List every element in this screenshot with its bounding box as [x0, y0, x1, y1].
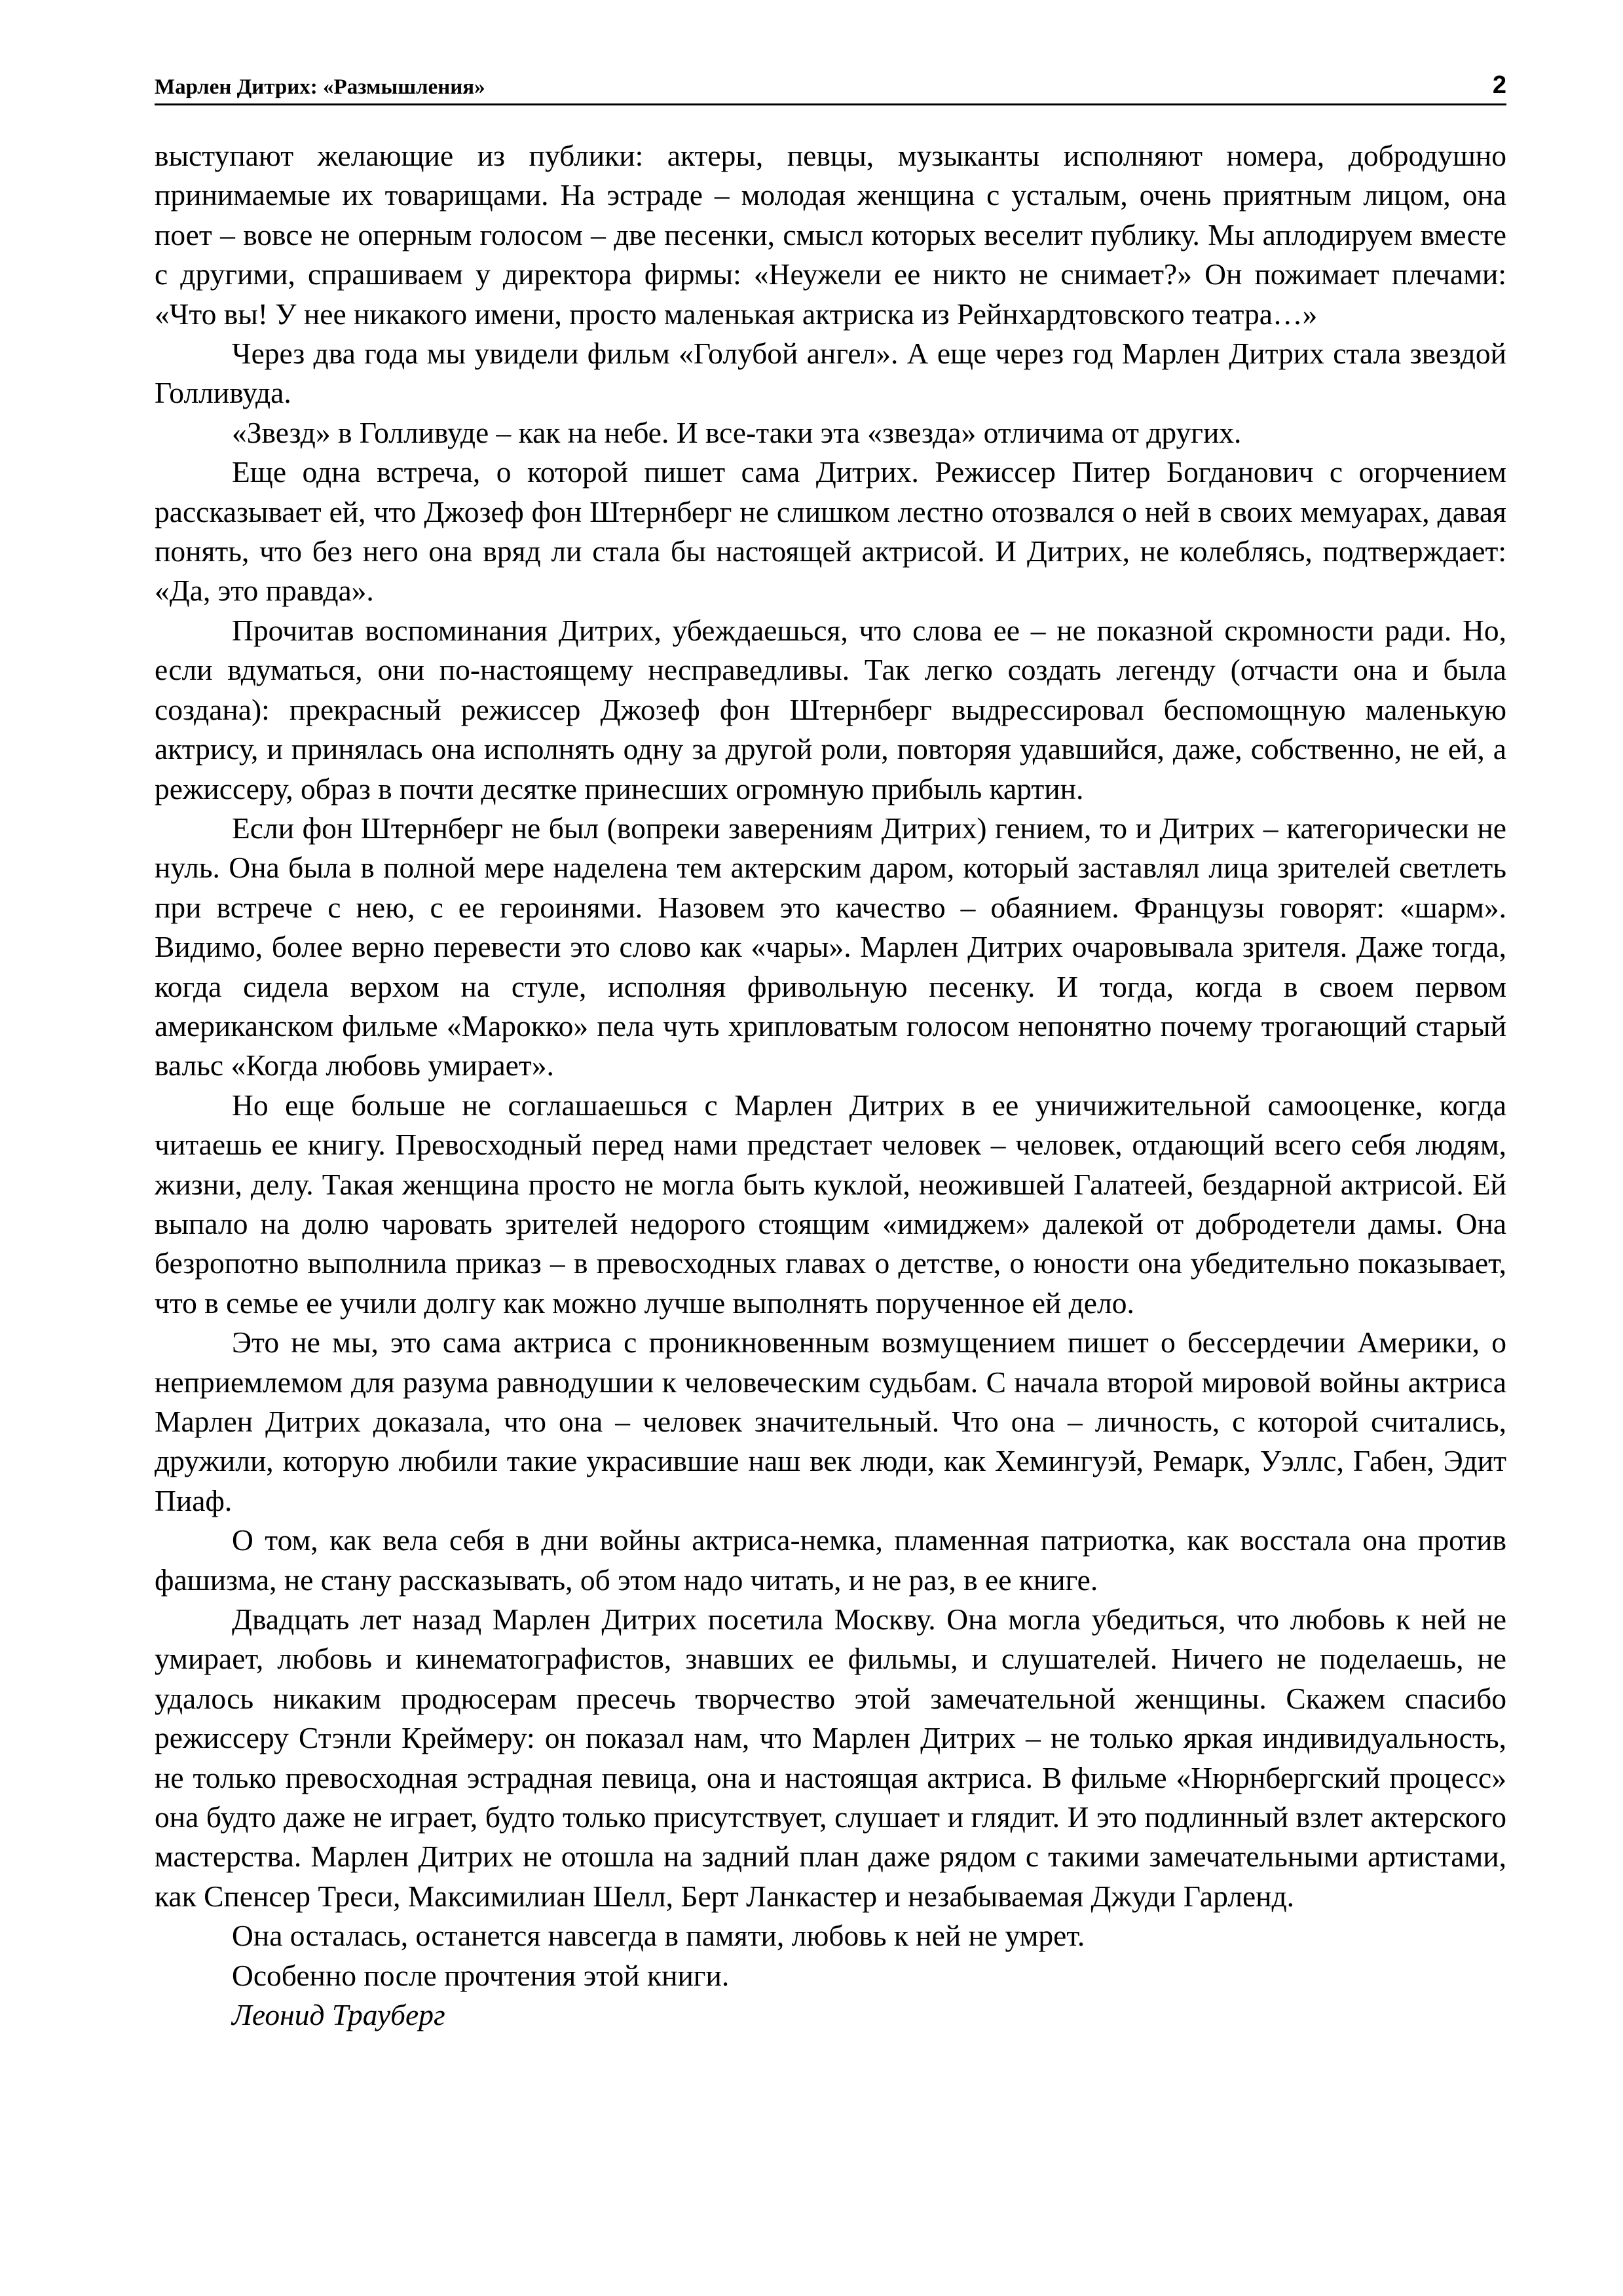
paragraph-continuation: выступают желающие из публики: актеры, певцы, музыканты исполняют номера, добродушно принимаемые их товарищами. На эстраде – молодая женщина с усталым, очень приятным лицом, она поет – вовсе не оперным голосом – две песенки, смысл которых веселит публику. Мы аплодируем вместе с другими, спрашиваем у директора фирмы: «Неужели ее никто не снимает?» Он пожимает плечами: «Что вы! У нее никакого имени, просто маленькая актриска из Рейнхардтовского театра…»	[155, 139, 1506, 331]
paragraph: Если фон Штернберг не был (вопреки заверениям Дитрих) гением, то и Дитрих – категорически не нуль. Она была в полной мере наделена тем актерским даром, который заставлял лица зрителей светлеть при встрече с нею, с ее героинями. Назовем это качество – обаянием. Французы говорят: «шарм». Видимо, более верно перевести это слово как «чары». Марлен Дитрих очаровывала зрителя. Даже тогда, когда сидела верхом на стуле, исполняя фривольную песенку. И тогда, когда в своем первом американском фильме «Марокко» пела чуть хрипловатым голосом непонятно почему трогающий старый вальс «Когда любовь умирает».	[155, 811, 1506, 1083]
paragraph: Еще одна встреча, о которой пишет сама Дитрих. Режиссер Питер Богданович с огорчением рассказывает ей, что Джозеф фон Штернберг не слишком лестно отозвался о ней в своих мемуарах, давая понять, что без него она вряд ли стала бы настоящей актрисой. И Дитрих, не колеблясь, подтверждает: «Да, это правда».	[155, 455, 1506, 608]
paragraph: Прочитав воспоминания Дитрих, убеждаешься, что слова ее – не показной скромности ради. Но, если вдуматься, они по-настоящему несправедливы. Так легко создать легенду (отчасти она и была создана): прекрасный режиссер Джозеф фон Штернберг выдрессировал беспомощную маленькую актрису, и принялась она исполнять одну за другой роли, повторяя удавшийся, даже, собственно, не ей, а режиссеру, образ в почти десятке принесших огромную прибыль картин.	[155, 613, 1506, 805]
paragraph: «Звезд» в Голливуде – как на небе. И все-таки эта «звезда» отличима от других.	[232, 415, 1242, 449]
paragraph: Это не мы, это сама актриса с проникновенным возмущением пишет о бессердечии Америки, о неприемлемом для разума равнодушии к человеческим судьбам. С начала второй мировой войны актриса Марлен Дитрих доказала, что она – человек значительный. Что она – личность, с которой считались, дружили, которую любили такие украсившие наш век люди, как Хемингуэй, Ремарк, Уэллс, Габен, Эдит Пиаф.	[155, 1325, 1506, 1517]
paragraph: Особенно после прочтения этой книги.	[232, 1958, 730, 1992]
running-header	[155, 71, 1506, 105]
running-header-title: Марлен Дитрих: «Размышления»	[155, 75, 485, 99]
author-signature: Леонид Трауберг	[232, 1998, 445, 2032]
page-number: 2	[1492, 71, 1506, 99]
paragraph: Но еще больше не соглашаешься с Марлен Дитрих в ее уничижительной самооценке, когда читаешь ее книгу. Превосходный перед нами предстает человек – человек, отдающий всего себя людям, жизни, делу. Такая женщина просто не могла быть куклой, неожившей Галатеей, бездарной актрисой. Ей выпало на долю чаровать зрителей недорого стоящим «имиджем» далекой от добродетели дамы. Она безропотно выполнила приказ – в превосходных главах о детстве, о юности она убедительно показывает, что в семье ее учили долгу как можно лучше выполнять порученное ей дело.	[155, 1088, 1506, 1320]
body-text	[155, 136, 1506, 2035]
paragraph: Через два года мы увидели фильм «Голубой ангел». А еще через год Марлен Дитрих стала звездой Голливуда.	[155, 337, 1506, 410]
paragraph: О том, как вела себя в дни войны актриса-немка, пламенная патриотка, как восстала она против фашизма, не стану рассказывать, об этом надо читать, и не раз, в ее книге.	[155, 1523, 1506, 1597]
paragraph: Она осталась, останется навсегда в памяти, любовь к ней не умрет.	[232, 1919, 1085, 1953]
paragraph: Двадцать лет назад Марлен Дитрих посетила Москву. Она могла убедиться, что любовь к ней не умирает, любовь и кинематографистов, знавших ее фильмы, и слушателей. Ничего не поделаешь, не удалось никаким продюсерам пресечь творчество этой замечательной женщины. Скажем спасибо режиссеру Стэнли Креймеру: он показал нам, что Марлен Дитрих – не только яркая индивидуальность, не только превосходная эстрадная певица, она и настоящая актриса. В фильме «Нюрнбергский процесс» она будто даже не играет, будто только присутствует, слушает и глядит. И это подлинный взлет актерского мастерства. Марлен Дитрих не отошла на задний план даже рядом с такими замечательными артистами, как Спенсер Треси, Максимилиан Шелл, Берт Ланкастер и незабываемая Джуди Гарленд.	[155, 1602, 1506, 1913]
